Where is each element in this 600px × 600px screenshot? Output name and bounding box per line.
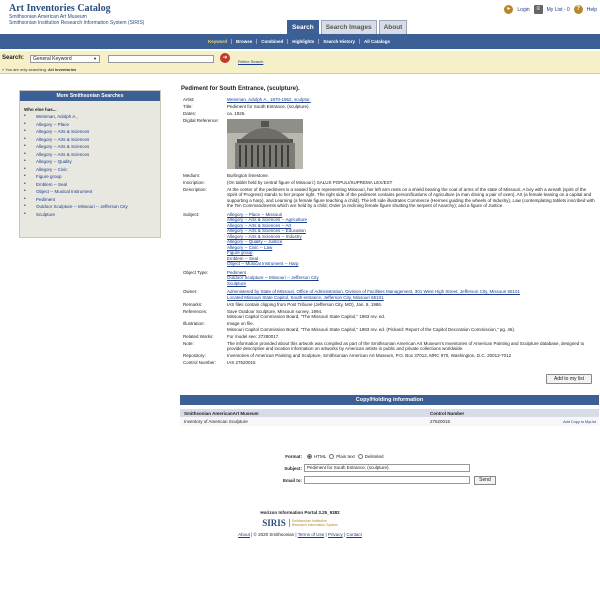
logo-title: Art Inventories Catalog xyxy=(9,3,111,14)
terms-link[interactable]: Terms of Use xyxy=(297,532,325,537)
subnav-search-history[interactable]: Search History xyxy=(319,39,360,44)
header xyxy=(0,0,600,34)
list-item[interactable]: • Allegory -- Arts & Sciences xyxy=(24,150,90,157)
location-link[interactable]: Located Missouri State Capitol, South entrance, Jefferson City, Missouri 65101 xyxy=(227,294,384,300)
subject-link[interactable]: Allegory -- Arts & Sciences -- Agriculture xyxy=(227,217,308,222)
add-copy-to-mylist-link[interactable]: Add Copy to MyList xyxy=(563,419,596,424)
field-remarks: Remarks: IAS files contain clipping from Post Tribune (Jefferson City, MO), Jan. 8, 1986. xyxy=(183,301,383,307)
subject-link[interactable]: Allegory -- Place -- Missouri xyxy=(227,211,283,217)
subject-link[interactable]: Allegory -- Quality -- Justice xyxy=(227,239,283,244)
searching-scope-target: Art inventories xyxy=(48,67,77,72)
list-item[interactable]: • Emblem -- Seal xyxy=(24,180,68,187)
field-repository: Repository: Inventories of American Painting and Sculpture, Smithsonian American Art Museum, P.O. Box 37012, MRC 970, Washington, D.C. 20013-7012 xyxy=(183,353,512,358)
list-item[interactable]: • Object -- Musical Instrument xyxy=(24,188,93,194)
search-type-select[interactable] xyxy=(30,55,100,63)
help-icon[interactable]: ? xyxy=(574,5,583,14)
searching-scope-prefix: » You are only searching: xyxy=(2,67,47,72)
login-link[interactable]: Login xyxy=(517,6,530,13)
refine-search-link[interactable]: Refine Search xyxy=(238,59,264,64)
search-label: Search: xyxy=(2,55,25,61)
field-title: Title: Pediment for South Entrance, (sculpture). xyxy=(183,104,310,109)
siris-logo-text: SIRIS xyxy=(262,518,286,528)
siris-logo xyxy=(262,518,338,528)
search-type-value: General Keyword xyxy=(33,56,72,62)
tab-search-images[interactable]: Search Images xyxy=(321,20,377,34)
subnav-combined[interactable]: Combined xyxy=(257,39,288,44)
sub-navigation xyxy=(0,34,600,49)
object-type-link[interactable]: Outdoor Sculpture -- Missouri -- Jefferson City xyxy=(227,275,319,280)
send-button[interactable]: Send xyxy=(474,476,496,485)
tab-search[interactable]: Search xyxy=(287,20,319,34)
searching-scope xyxy=(2,67,76,72)
subject-link[interactable]: Allegory -- Arts & Sciences -- Education xyxy=(227,228,306,233)
list-item[interactable]: • Allegory -- Arts & Sciences xyxy=(24,135,90,142)
who-else-label: Who else has... xyxy=(24,107,57,112)
copy-holding-header: Copy/Holding information xyxy=(180,395,599,405)
field-subject: Subject: Allegory -- Place -- Missouri Allegory -- Arts & Sciences -- Agriculture Allegory -- Arts & Sciences -- Art Allegory -- Arts & Sciences -- Education Allegory -- Arts & Sciences -- Industry Allegory -- Quality -- Justice Allegory -- Civic -- Law Figure group Emblem -- Seal Object -- Musical Instrument -- Harp xyxy=(181,212,596,267)
record-title: Pediment for South Entrance, (sculpture). xyxy=(181,86,300,92)
copyright-text: | © 2020 Smithsonian | xyxy=(251,532,297,537)
list-item[interactable]: • Figure group xyxy=(24,173,62,179)
site-logo[interactable] xyxy=(9,3,144,26)
object-type-link[interactable]: Sculpture xyxy=(227,280,247,286)
field-references: References: Save Outdoor Sculpture, Missouri survey, 1994. Missouri Capitol Commission Board, "The Missouri State Capitol," 1983 rev. ed. xyxy=(183,308,386,319)
format-row: Format: HTML Plain text Delimited xyxy=(285,453,384,459)
subject-link[interactable]: Allegory -- Arts & Sciences -- Art xyxy=(227,222,292,228)
subject-link[interactable]: Figure group xyxy=(227,250,253,255)
main-tabs xyxy=(287,20,407,34)
field-medium: Medium: Burlington limestone. xyxy=(183,172,270,178)
contact-link[interactable]: Contact xyxy=(346,532,362,537)
logo-subtitle-siris: Smithsonian Institution Research Information System (SIRIS) xyxy=(9,20,145,26)
format-plain-radio[interactable] xyxy=(329,454,334,459)
field-object-type: Object Type: Pediment Outdoor Sculpture -- Missouri -- Jefferson City Sculpture xyxy=(181,270,596,287)
add-to-list-button[interactable]: Add to my list xyxy=(546,374,592,384)
subnav-highlights[interactable]: Highlights xyxy=(288,39,319,44)
about-link[interactable]: About xyxy=(238,532,250,537)
field-dates: Dates: ca. 1926. xyxy=(183,111,246,116)
footer xyxy=(0,510,600,537)
field-description: Description: At the center of the pediment is a seated figure representing Missouri, her left arm rests on a shield bearing the coat of arms of the state of Missouri. A boy with a wreath (spirit of the Spirit of Progress) stands to her proper right. The right side of the pediment contains personifications of Agriculture (a man driving a pair of oxen), Art (a female leaning on a capital and supporting a harp), and Learning (a female figure teaching a child). The left side illustrates Commerce (Hermes guiding the wheels of Industry), Law (contemplating tablets inscribed with the Ten Commandments which are held by a child; Order (a reclining female figure shutting the serpent of Anarchy); and a figure of Justice. xyxy=(183,186,595,208)
field-owner: Owner: Administered by State of Missouri, Office of Administration, Division of Facilities Management, 301 West High Street, Jefferson City, Missouri 65101 Located Missouri State Capitol, South entrance, Jefferson City, Missouri 65101 xyxy=(181,289,596,300)
top-links xyxy=(504,5,597,14)
subject-link[interactable]: Allegory -- Civic -- Law xyxy=(227,244,273,250)
logo-subtitle-museum: Smithsonian American Art Museum xyxy=(9,14,87,20)
email-subject-input[interactable]: Pediment for South Entrance, (sculpture). xyxy=(304,464,470,472)
list-item[interactable]: • Outdoor Sculpture -- Missouri -- Jefferson City xyxy=(24,203,128,209)
subnav-all-catalogs[interactable]: All Catalogs xyxy=(364,39,391,44)
list-item[interactable]: • Weinman, Adolph A., xyxy=(24,113,78,119)
object-type-link[interactable]: Pediment xyxy=(227,269,247,275)
subject-link[interactable]: Object -- Musical Instrument -- Harp xyxy=(227,261,299,266)
field-artist: Artist: Weinman, Adolph A., 1870-1952, sculptor. xyxy=(183,97,311,102)
record-detail xyxy=(181,86,596,367)
table-row: Inventory of American Sculpture 27620015 Add Copy to MyList xyxy=(180,417,599,426)
format-html-radio[interactable] xyxy=(307,454,312,459)
subject-link[interactable]: Emblem -- Seal xyxy=(227,255,259,261)
login-icon[interactable]: ▸ xyxy=(504,5,513,14)
list-item[interactable]: • Pediment xyxy=(24,195,56,202)
arrow-right-icon: ➜ xyxy=(222,55,228,61)
field-note: Note: The information provided about this artwork was compiled as part of the Smithsonian American Art Museum's Inventories of American Painting and Sculpture database, designed to provide descriptive and location information on artworks by American artists in public and private collections worldwide. xyxy=(183,340,585,351)
list-item[interactable]: • Allegory -- Quality xyxy=(24,158,72,164)
owner-link[interactable]: Administered by State of Missouri, Office of Administration, Division of Facilities Management, 301 West High Street, Jefferson City, Missouri 65101 xyxy=(227,289,521,294)
list-icon[interactable]: ≡ xyxy=(534,5,543,14)
more-searches-panel xyxy=(19,90,161,238)
capitol-dome-image xyxy=(227,119,303,169)
search-bar xyxy=(0,51,600,74)
list-item[interactable]: • Allegory -- Place xyxy=(24,120,70,127)
email-to-row: Email to: Send xyxy=(260,474,510,486)
siris-logo-subtext: Smithsonian Institution Research Information System xyxy=(289,519,338,527)
search-go-button[interactable] xyxy=(220,53,230,63)
format-delimited-radio[interactable] xyxy=(358,454,363,459)
list-item[interactable]: • Sculpture xyxy=(24,210,56,217)
portal-version: Horizon Information Portal 3.25_9382 xyxy=(260,510,340,515)
subnav-keyword[interactable]: Keyword xyxy=(204,39,232,44)
email-to-input[interactable] xyxy=(304,476,470,484)
copy-holding-section xyxy=(180,395,599,426)
list-item[interactable]: • Allegory -- Arts & Sciences xyxy=(24,143,90,149)
field-related-works: Related Works: For model see: 27280017. xyxy=(183,333,280,339)
artwork-thumbnail[interactable] xyxy=(227,119,303,169)
subnav-browse[interactable]: Browse xyxy=(232,39,257,44)
help-link[interactable]: Help xyxy=(586,6,597,13)
holding-table-header: Smithsonian AmericanArt Museum Control Number xyxy=(180,409,599,417)
field-inscription: Inscription: (On tablet held by central figure of Missouri:) SALUS POPULI/SUPREMA LEX/EST xyxy=(183,179,393,185)
more-searches-header: More Smithsonian Searches xyxy=(20,91,160,101)
search-input[interactable] xyxy=(108,55,214,63)
artist-link[interactable]: Weinman, Adolph A., 1870-1952, sculptor. xyxy=(227,97,311,102)
tab-about[interactable]: About xyxy=(379,20,408,34)
field-digital-reference: Digital Reference: xyxy=(181,118,596,171)
email-form xyxy=(260,450,510,486)
subject-link[interactable]: Allegory -- Arts & Sciences -- Industry xyxy=(227,233,302,239)
chevron-down-icon: ▼ xyxy=(93,56,97,61)
list-item[interactable]: • Allegory -- Civic xyxy=(24,165,68,172)
privacy-link[interactable]: Privacy xyxy=(327,532,343,537)
list-item[interactable]: • Allegory -- Arts & Sciences xyxy=(24,128,90,134)
my-list-link[interactable]: My List - 0 xyxy=(546,6,570,13)
who-else-list xyxy=(24,113,160,218)
subject-row: Subject: Pediment for South Entrance, (sculpture). xyxy=(260,462,510,474)
field-illustration: Illustration: Image on file. Missouri Capitol Commission Board, "The Missouri State Capitol," 1983 rev. ed. (Pickard: Report of the Capitol Decoration Commission," pg. 46). xyxy=(183,321,516,332)
field-control-number: Control Number: IAS 27620015 xyxy=(183,360,256,365)
footer-links: About | © 2020 Smithsonian | Terms of Use | Privacy | Contact xyxy=(238,532,362,537)
